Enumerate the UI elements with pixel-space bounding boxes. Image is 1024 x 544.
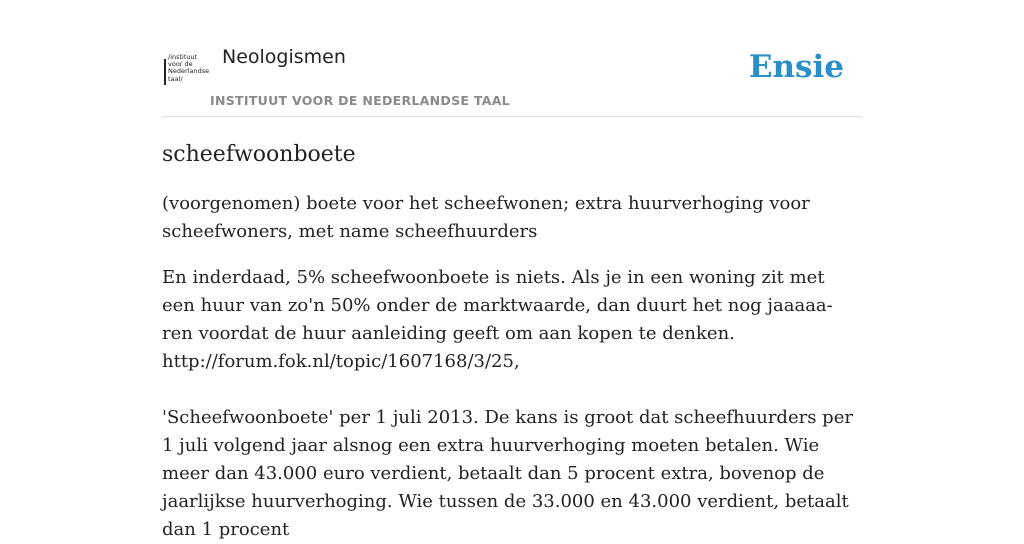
- ensie-logo-link[interactable]: Ensie: [748, 49, 844, 85]
- entry-term: scheefwoonboete: [162, 142, 356, 167]
- example-spacer: [162, 376, 862, 404]
- logo-line: Nederlandse: [168, 67, 210, 76]
- entry-definition: (voorgenomen) boete voor het scheefwonen; extra huurverhoging voor scheefwoners, met name scheefhuurders: [162, 193, 810, 242]
- logo-line: taal/: [168, 74, 183, 83]
- logo-line: voor de: [168, 60, 193, 69]
- logo-bar: [164, 59, 166, 85]
- logo-line: /instituut: [168, 53, 198, 61]
- example-source[interactable]: http://forum.fok.nl/topic/1607168/3/25,: [162, 351, 520, 372]
- site-title[interactable]: Neologismen: [222, 46, 346, 68]
- logo-text: [168, 54, 209, 83]
- example-text: 'Scheefwoonboete' per 1 juli 2013. De kans is groot dat scheefhuurders per 1 juli volgend jaar alsnog een extra huurverhoging moeten betalen. Wie meer dan 43.000 euro verdient, betaalt dan 5 procent extra, bovenop de jaarlijkse huurverhoging. Wie tussen de 33.000 en 43.000 verdient, betaalt dan 1 procent: [162, 407, 853, 540]
- ivdnt-logo[interactable]: [164, 54, 210, 90]
- example-citation: [162, 264, 862, 544]
- site-header: [162, 40, 862, 117]
- site-subtitle: INSTITUUT VOOR DE NEDERLANDSE TAAL: [210, 93, 510, 108]
- example-text: En inderdaad, 5% scheefwoonboete is niets. Als je in een woning zit met een huur van zo'n 50% onder de marktwaarde, dan duurt het nog jaaaaa-ren voordat de huur aanleiding geeft om aan kopen te denken.: [162, 267, 833, 344]
- entry-content: [162, 140, 862, 544]
